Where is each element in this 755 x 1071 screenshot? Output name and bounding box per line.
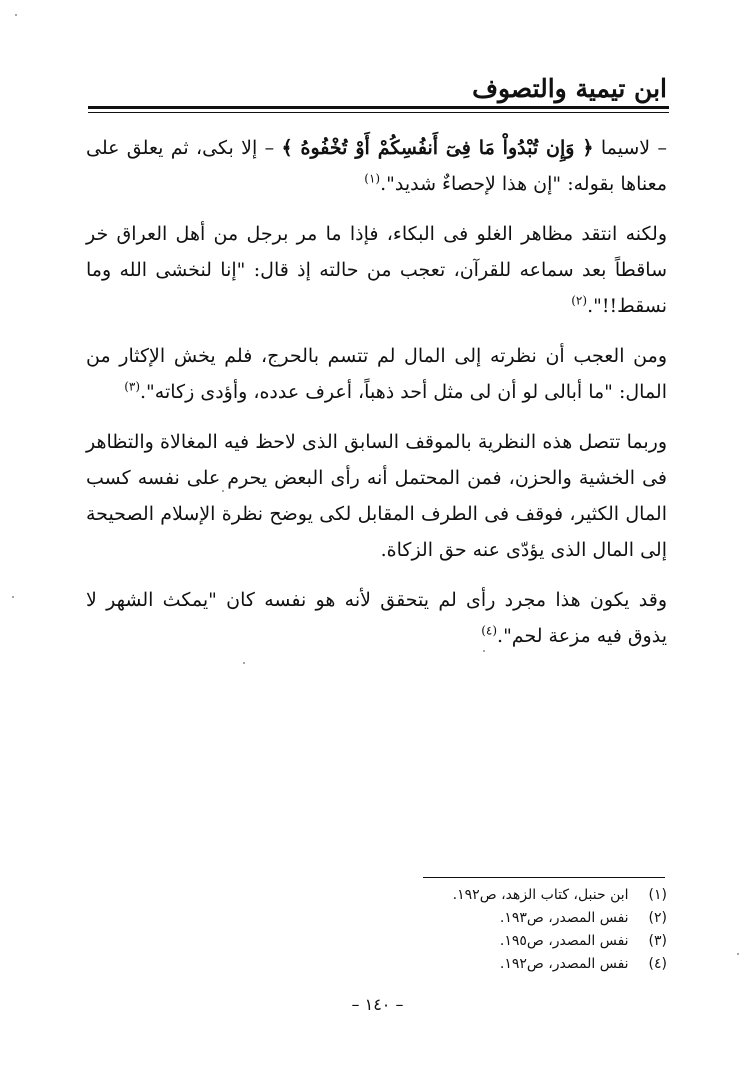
footnote-text: نفس المصدر، ص١٩٢.: [499, 956, 629, 972]
footnote-ref-3[interactable]: (٣): [124, 379, 141, 394]
footnote-number: (٤): [648, 956, 667, 972]
page-number: – ١٤٠ –: [351, 995, 404, 1014]
scan-speck: [243, 662, 245, 664]
paragraph-1: [86, 130, 667, 202]
scan-speck: [12, 596, 14, 598]
footnote-2: [453, 907, 667, 930]
running-header: ابن تيمية والتصوف: [472, 74, 667, 103]
scan-speck: [483, 650, 485, 652]
paragraph-4-text: وربما تتصل هذه النظرية بالموقف السابق الذى لاحظ فيه المغالاة والتظاهر فى الخشية والحزن، فمن المحتمل أنه رأى البعض يحرم على نفسه كسب المال الكثير، فوقف فى الطرف المقابل لكى يوضح نظرة الإسلام الصحيحة إلى المال الذى يؤدّى عنه حق الزكاة.: [86, 431, 667, 561]
footnote-text: نفس المصدر، ص١٩٥.: [499, 933, 629, 949]
header-rule: [88, 106, 669, 109]
footnotes: [453, 884, 667, 976]
paragraph-3: [86, 338, 667, 410]
scan-speck: [737, 953, 739, 955]
paragraph-5: [86, 582, 667, 654]
footnote-ref-4[interactable]: (٤): [481, 623, 498, 638]
paragraph-1-lead: – لاسيما: [600, 137, 667, 159]
paragraph-2-text: ولكنه انتقد مظاهر الغلو فى البكاء، فإذا ما مر برجل من أهل العراق خر ساقطاً بعد سماعه للقرآن، تعجب من حالته إذ قال: "إنا لنخشى الله وما نسقط!!".: [86, 223, 667, 317]
footnote-3: [453, 930, 667, 953]
footnote-number: (٣): [648, 933, 667, 949]
header-rule-thin: [88, 112, 669, 113]
footnote-ref-1[interactable]: (١): [364, 171, 381, 186]
paragraph-3-text: ومن العجب أن نظرته إلى المال لم تتسم بالحرج، فلم يخش الإكثار من المال: "ما أبالى لو أن لى مثل أحد ذهباً، أعرف عدده، وأؤدى زكاته".: [86, 345, 667, 403]
scan-speck: [222, 490, 224, 492]
footnote-text: ابن حنبل، كتاب الزهد، ص١٩٢.: [452, 887, 629, 903]
footnote-divider: [423, 877, 665, 878]
paragraph-4: [86, 424, 667, 568]
quran-verse: ﴿ وَإِن تُبْدُواْ مَا فِىٓ أَنفُسِكُمْ أَوْ تُخْفُوهُ ﴾: [281, 137, 594, 159]
footnote-number: (١): [648, 887, 667, 903]
footnote-1: [453, 884, 667, 907]
footnote-ref-2[interactable]: (٢): [571, 293, 588, 308]
scan-speck: [15, 14, 17, 16]
footnote-4: [453, 953, 667, 976]
paragraph-2: [86, 216, 667, 324]
paragraph-5-text: وقد يكون هذا مجرد رأى لم يتحقق لأنه هو نفسه كان "يمكث الشهر لا يذوق فيه مزعة لحم".: [86, 589, 667, 647]
paragraph-1-text: – إلا بكى، ثم يعلق على معناها بقوله: "إن هذا لإحصاءٌ شديد".: [86, 137, 667, 195]
footnote-text: نفس المصدر، ص١٩٣.: [499, 910, 629, 926]
main-text: [86, 130, 667, 668]
footnote-number: (٢): [648, 910, 667, 926]
